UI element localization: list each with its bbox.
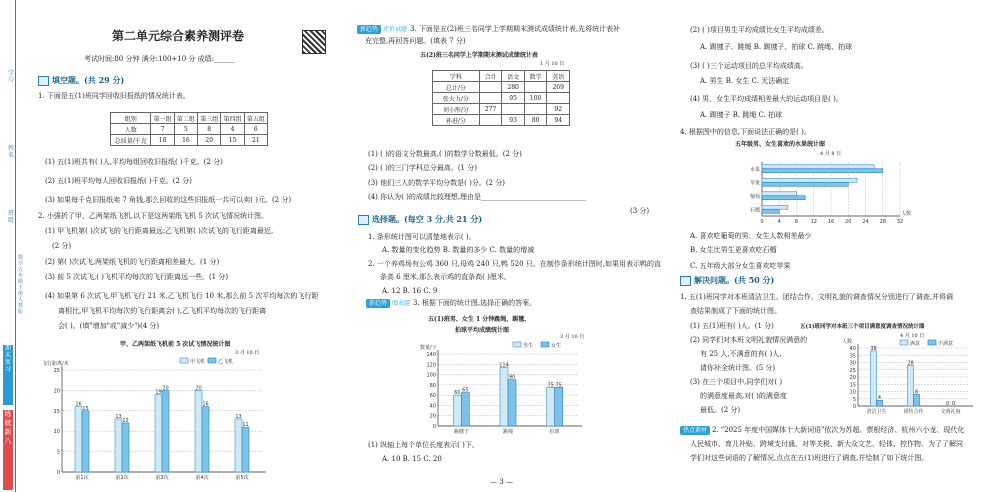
problem-line: 最低。(2 分) (700, 406, 741, 414)
bar-value-label: 8 (914, 389, 919, 396)
table-cell (479, 82, 502, 93)
bar-value-label: 15 (82, 405, 89, 412)
x-tick-label: 第2次 (115, 475, 129, 481)
bar (75, 407, 82, 472)
table-cell: 269 (547, 82, 570, 93)
chart3-title: 五年级男、女生喜欢的水果统计图 (735, 141, 826, 148)
section-choice (358, 214, 482, 225)
table-cell: 刘小彤/分 (433, 104, 480, 115)
question-line: A. 踢毽子 B. 跳绳 C. 拍球 (700, 111, 783, 119)
problem-2-line: 学们对这些词语的了解情况,点点在五(1)班进行了调查,并绘制了如下统计图。 (690, 454, 929, 462)
y-tick-label: 25 (53, 368, 60, 374)
chart2-title-1: 五(1)班男、女生 1 分钟跳绳、踢毽、 (428, 316, 531, 323)
table-cell: 6 (244, 124, 267, 135)
table-cell: 95 (502, 93, 525, 104)
bar (235, 419, 242, 472)
bar (242, 427, 249, 472)
table-cell (524, 82, 547, 93)
q3-1-options: A. 10 B. 15 C. 20 (382, 455, 442, 463)
legend-swatch (513, 342, 521, 347)
bar (762, 169, 883, 173)
section-title: 解决问题。(共 50 分) (694, 275, 775, 285)
table-cell: 英语 (547, 71, 570, 82)
y-tick-label: 80 (429, 382, 436, 389)
question-line: 会( )。(填"增加"或"减少")(4 分) (58, 322, 160, 330)
x-tick-label: 团结合作 (903, 409, 924, 415)
problem-line: (3) 在三个项目中,同学们对( ) (690, 378, 783, 386)
table-paper-recycling (110, 112, 268, 146)
question-line: (1) 五(1)班共有( )人,平均每组回收旧报纸( )千克。(2 分) (45, 158, 223, 166)
bar-value-label: 12 (122, 418, 129, 425)
legend-label: 乙飞机 (218, 359, 234, 365)
y-axis-label: 人数 (842, 339, 853, 345)
trend-badge: 新趋势 (366, 299, 390, 308)
legend-swatch (208, 358, 216, 363)
page-title: 第二单元综合素养测评卷 (112, 29, 245, 43)
y-tick-label: 40 (849, 346, 856, 352)
bar (762, 205, 788, 209)
chart1-svg (40, 356, 270, 484)
question-line: A. 踢毽子、跳绳 B. 踢毽子、拍球 C. 跳绳、拍球 (700, 43, 853, 51)
question-line: (1) 甲飞机第( )次试飞的飞行距离最远;乙飞机第( )次试飞的飞行距离最近。 (45, 227, 278, 235)
option-line: C. 五年级大部分女生喜欢吃苹果 (690, 262, 791, 270)
choice-line: 2. 一个养鸡场有公鸡 360 只,母鸡 240 只,鸭 520 只。在制作条形统计图时,如果用表示鸭的直 (368, 260, 662, 268)
bar-value-label: 19 (155, 389, 162, 396)
bar-value-label: 13 (115, 413, 122, 420)
problem-line: 请你补全统计图。(5 分) (700, 364, 776, 372)
bar (508, 380, 516, 426)
q3-intro-2: 充完整,再回答问题。(填表 7 分) (365, 37, 466, 45)
y-tick-label: 0 (432, 424, 436, 430)
y-tick-label: 葡萄 (749, 193, 760, 200)
table-cell: 18 (151, 135, 174, 146)
x-tick-label: 踢毽子 (453, 429, 469, 435)
table-cell: 数学 (524, 71, 547, 82)
table-cell: 合计 (479, 71, 502, 82)
choice-line: A. 数量的变化趋势 B. 数量的多少 C. 数量的增减 (382, 246, 535, 254)
legend-swatch (928, 340, 936, 345)
chart4-title: 五(1)班同学对本班三个项目满意度调查情况统计图 (800, 324, 925, 330)
class-label: 班级 (8, 210, 15, 224)
table-cell: 93 (502, 115, 525, 126)
question-line: A. 男生 B. 女生 C. 无法确定 (700, 77, 790, 85)
x-tick-label: 28 (879, 219, 886, 225)
x-tick-label: 清洁卫生 (866, 409, 887, 415)
y-tick-label: 10 (849, 389, 856, 396)
section-fill-blank (38, 75, 124, 86)
legend-swatch (900, 340, 908, 345)
question-line: (2 分) (52, 242, 72, 250)
bar-value-label: 0 (945, 401, 950, 407)
table-cell: 92 (547, 104, 570, 115)
bar (115, 419, 122, 472)
x-tick-label: 第4次 (195, 475, 209, 481)
x-tick-label: 12 (810, 219, 817, 225)
hot-topic-badge: 热点素材 (680, 426, 710, 435)
question-line: (1) ( )的语文分数最高,( )的数学分数最低。(2 分) (368, 150, 522, 158)
table-cell (524, 104, 547, 115)
y-tick-label: 120 (426, 362, 436, 369)
table-cell (502, 104, 525, 115)
y-tick-label: 15 (849, 382, 856, 389)
choice-line: A. 12 B. 16 C. 9 (382, 287, 438, 295)
bar-value-label: 16 (202, 401, 209, 408)
y-tick-label: 100 (426, 372, 436, 379)
bar-value-label: 13 (235, 413, 242, 420)
table-cell (479, 115, 502, 126)
bar (195, 390, 202, 472)
y-tick-label: 20 (849, 375, 856, 381)
x-tick-label: 第5次 (235, 475, 249, 481)
question-line: (3) 他们三人的数学平均分数是( )分。(2 分) (368, 179, 505, 187)
chart3-svg (740, 158, 910, 226)
y-tick-label: 15 (53, 408, 60, 415)
problem-line: (2) 同学们对本班文明礼貌情况满意的 (690, 336, 808, 344)
x-tick-label: 拍球 (549, 429, 560, 435)
trend-badge-sub: 评价试题 (383, 26, 408, 33)
trend-badge-sub: 图表题 (392, 300, 411, 307)
x-tick-label: 16 (827, 219, 835, 225)
bar (908, 365, 914, 406)
chart1-date: 3 月 10 日 (235, 350, 260, 356)
table-cell: 组别 (111, 113, 151, 124)
legend-swatch (180, 358, 188, 363)
y-tick-label: 0 (56, 470, 60, 476)
bar-value-label: 90 (508, 374, 516, 381)
bar (555, 387, 563, 426)
problem-2-line: 人民城市、育儿补贴、跨境支付通、对等关税、新大众文艺、轻体、控作物。为了了解同 (690, 440, 963, 448)
bar (547, 387, 555, 426)
table-cell: 语文 (502, 71, 525, 82)
x-tick-label: 20 (845, 219, 852, 225)
table2-title: 五(2)班三名同学上学期期末测试成绩统计表 (420, 52, 538, 59)
problem-line: (1) 五(1)班有( )人。(1 分) (690, 322, 774, 330)
bar (82, 411, 89, 472)
question-line: (3) 前 5 次试飞,( )飞机平均每次的飞行距离远一些。(1 分) (45, 273, 229, 281)
table-cell (547, 93, 570, 104)
table-cell: 16 (174, 135, 197, 146)
brand-text: 数学五年级 下册 人教版 (18, 255, 24, 315)
choice-line: 条高 6 厘米,那么表示鸡的直条高( )厘米。 (380, 273, 511, 281)
table-cell: 人数 (111, 124, 151, 135)
x-tick-label: 跳绳 (502, 429, 514, 435)
y-axis-label: 飞行距离/米 (42, 361, 69, 367)
bar-value-label: 11 (242, 422, 249, 429)
section-icon (680, 276, 691, 286)
legend-label: 甲飞机 (190, 359, 206, 365)
x-tick-label: 0 (760, 219, 764, 225)
y-tick-label: 10 (53, 429, 60, 436)
series-badge-2: 期末复习 (3, 345, 13, 405)
bar (461, 393, 469, 426)
question-line: (2) 五(1)班平均每人回收旧报纸( )千克。(2 分) (45, 177, 192, 185)
table-cell: 80 (524, 115, 547, 126)
legend-swatch (541, 342, 549, 347)
bar-value-label: 4 (877, 395, 882, 402)
y-tick-label: 5 (852, 396, 856, 403)
bar (762, 192, 797, 196)
q3-text: 3. 下面是五(2)班三名同学上学期期末测试成绩统计表,先将统计表补 (410, 25, 621, 33)
table-cell: 15 (221, 135, 244, 146)
table-cell: 第五组 (244, 113, 267, 124)
table-scores (432, 70, 570, 126)
y-tick-label: 苹果 (749, 180, 760, 187)
table-cell: 孙进/分 (433, 115, 480, 126)
bar-value-label: 16 (75, 401, 82, 408)
question-line: (2) ( )项目男生平均成绩比女生平均成绩差。 (690, 26, 829, 34)
problem-line: 有 25 人,不满意的有( )人, (700, 350, 782, 358)
table-cell: 第二组 (174, 113, 197, 124)
bar (762, 182, 848, 186)
trend-badge: 新趋势 (357, 25, 381, 34)
section-title: 选择题。(每空 3 分,共 21 分) (372, 214, 483, 224)
sidebar (0, 0, 34, 492)
table-cell: 张大力/分 (433, 93, 480, 104)
y-tick-label: 0 (852, 404, 856, 410)
table-cell: 277 (479, 104, 502, 115)
q3-chart-text: 3. 根据下面的统计图,选择正确的答案。 (413, 299, 537, 307)
bar-value-label: 75 (555, 382, 562, 389)
bar (453, 395, 461, 426)
question-line: 4. 根据图中的信息,下面说法正确的是( )。 (680, 128, 811, 136)
question-line: (2) ( )的三门学科总分最高。(1 分) (368, 164, 477, 172)
y-tick-label: 25 (849, 367, 856, 374)
option-line: B. 女生比男生更喜欢吃石榴 (690, 246, 777, 254)
x-tick-label: 文明礼貌 (940, 409, 961, 415)
x-axis-label: 人数 (901, 211, 912, 217)
question-1: 1. 下面是五(1)班同学回收旧报纸的情况统计表。 (38, 92, 190, 100)
section-problems (680, 275, 774, 286)
bar (162, 390, 169, 472)
question-line: (4) 男、女生平均成绩相差最大的运动项目是( )。 (690, 95, 843, 103)
chart4-svg (840, 338, 975, 418)
table-cell (479, 93, 502, 104)
q3-1: (1) 纵轴上每个单位长度表示( )下。 (368, 441, 479, 449)
bar (871, 351, 877, 406)
bar (122, 423, 129, 472)
question-line: (4) 你认为( )的成绩比较理想,理由是______________________________ (368, 193, 587, 201)
chart1-title: 甲、乙两架纸飞机前 5 次试飞情况统计图 (120, 341, 231, 348)
y-tick-label: 140 (426, 352, 436, 358)
question-line: 离相比,甲飞机平均每次的飞行距离会( ),乙飞机平均每次的飞行距离 (58, 307, 267, 315)
y-tick-label: 35 (849, 353, 856, 360)
question-line: (3) ( )三个运动项目的总平均成绩高。 (690, 62, 808, 70)
problem-2-text: 2. "2025 年度中国媒体十大新词语"依次为苏超、票根经济、杭州六小龙、现代化 (712, 426, 965, 434)
bar (762, 209, 779, 213)
chart2-date: 3 月 10 日 (560, 334, 585, 340)
table-cell: 5 (174, 124, 197, 135)
table-cell: 100 (524, 93, 547, 104)
problem-line: 1. 五(1)班同学对本班清洁卫生、团结合作、文明礼貌的调查情况分别进行了调查,并将调 (680, 293, 954, 301)
table-cell: 20 (198, 135, 221, 146)
problem-line: 查结果制成了下面的统计图。 (690, 307, 781, 315)
legend-label: 满意 (910, 341, 921, 347)
x-tick-label: 24 (862, 219, 869, 225)
x-tick-label: 第1次 (75, 475, 89, 481)
problem-line: 的满意度最高,对( )的满意度 (700, 392, 787, 400)
bar-value-label: 20 (195, 385, 202, 392)
bar (914, 394, 920, 406)
table-cell: 第一组 (151, 113, 174, 124)
x-tick-label: 8 (794, 219, 799, 225)
y-tick-label: 30 (849, 360, 856, 367)
y-axis-label: 数量/下 (420, 345, 437, 351)
y-tick-label: 石榴 (749, 207, 760, 214)
qr-code-icon (302, 30, 326, 54)
legend-label: 男生 (523, 343, 534, 349)
table-cell: 94 (547, 115, 570, 126)
table-cell: 7 (151, 124, 174, 135)
chart2-title-2: 拍球平均成绩统计图 (455, 327, 510, 334)
x-tick-label: 32 (896, 219, 904, 225)
legend-label: 不满意 (938, 341, 954, 347)
bar (202, 407, 209, 472)
question-line: (3) 如果每千克旧报纸卖 7 角钱,那么回收的这些旧报纸一共可以卖( )元。(2 分) (45, 196, 292, 204)
sidebar-line (15, 0, 16, 492)
table2-date: 1 月 10 日 (540, 61, 565, 67)
table-cell: 总质量/千克 (111, 135, 151, 146)
bar (500, 367, 508, 426)
bar (155, 394, 162, 472)
bar-value-label: 114 (499, 362, 509, 369)
y-tick-label: 20 (429, 413, 436, 420)
q3-intro (357, 25, 620, 34)
y-tick-label: 水果 (749, 166, 760, 173)
question-line: (3 分) (630, 207, 650, 215)
legend-label: 女生 (551, 343, 562, 349)
bar-value-label: 0 (951, 401, 956, 407)
bar-value-label: 75 (547, 382, 554, 389)
name-label: 姓名 (8, 145, 15, 159)
table-cell: 第三组 (198, 113, 221, 124)
choice-line: 1. 条形统计图可以清楚地表示( )。 (368, 233, 476, 241)
bar-value-label: 28 (907, 360, 914, 367)
section-icon (38, 76, 49, 86)
x-tick-label: 第3次 (155, 475, 169, 481)
y-tick-label: 40 (429, 403, 436, 410)
section-icon (358, 215, 369, 225)
table-cell: 280 (502, 82, 525, 93)
table-cell: 4 (221, 124, 244, 135)
bar-value-label: 60 (454, 390, 461, 397)
y-tick-label: 20 (53, 388, 60, 395)
question-line: (2) 第( )次试飞,两架纸飞机的飞行距离相差最大。(1 分) (45, 258, 220, 266)
bar (762, 178, 857, 182)
exam-meta: 考试时间:80 分钟 满分:100+10 分 成绩:______ (84, 55, 236, 63)
y-tick-label: 60 (429, 393, 436, 400)
series-badge: 练就新八 (3, 410, 13, 490)
question-line: (4) 如果第 6 次试飞,甲飞机飞行 21 米,乙飞机飞行 10 米,那么前 5 次平均每次的飞行距 (45, 292, 319, 300)
option-line: A. 喜欢吃葡萄的男、女生人数相差最少 (690, 232, 812, 240)
chart3-date: 4 月 8 日 (820, 151, 842, 157)
section-title: 填空题。(共 29 分) (52, 75, 125, 85)
page-number: — 3 — (490, 478, 513, 486)
table-cell: 学科 (433, 71, 480, 82)
problem-2 (680, 426, 964, 435)
bar (762, 165, 874, 169)
table-cell: 8 (198, 124, 221, 135)
q3-chart-intro (366, 299, 536, 308)
bar (762, 196, 805, 200)
table-cell: 第四组 (221, 113, 244, 124)
table-cell: 总计/分 (433, 82, 480, 93)
bar-value-label: 38 (870, 345, 877, 352)
student-id-label: 学号 (8, 70, 15, 84)
y-tick-label: 5 (56, 449, 60, 456)
question-line: 2. 小强折了甲、乙两架纸飞机,以下是这两架纸飞机 5 次试飞情况统计图。 (38, 212, 269, 220)
bar-value-label: 20 (162, 385, 169, 392)
x-tick-label: 4 (777, 219, 781, 225)
chart4-date: 4 月 10 日 (900, 333, 925, 339)
table-cell: 21 (244, 135, 267, 146)
chart2-svg (418, 340, 598, 438)
bar-value-label: 65 (462, 387, 469, 394)
